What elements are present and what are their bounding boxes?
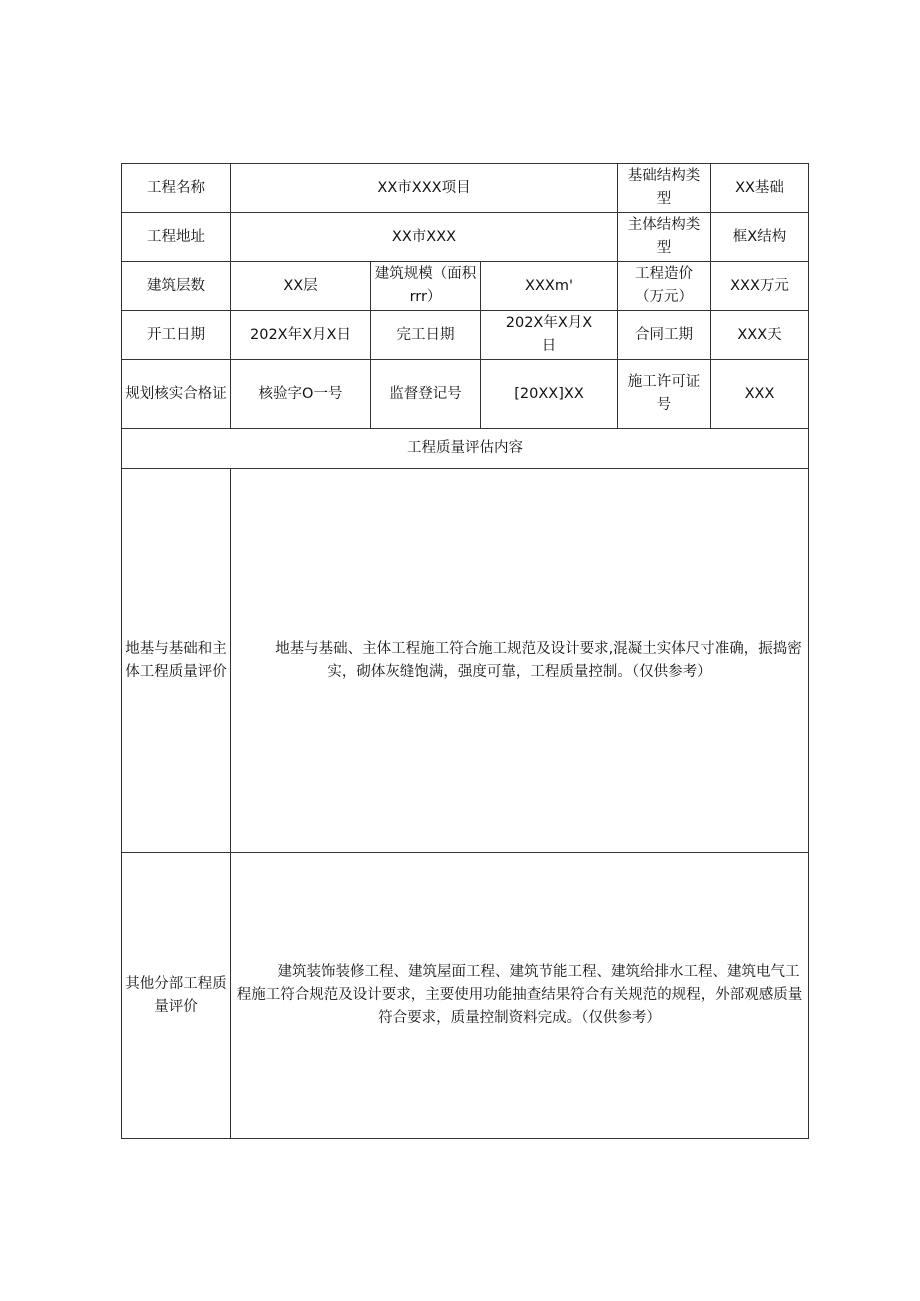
row-other-evaluation [122, 853, 809, 1139]
planning-cert-label: 规划核实合格证 [122, 360, 231, 429]
permit-value: XXX [711, 360, 809, 429]
contract-period-label: 合同工期 [618, 311, 711, 360]
foundation-type-value: XX基础 [711, 164, 809, 213]
project-address-value: XX市XXX [231, 213, 618, 262]
start-date-label: 开工日期 [122, 311, 231, 360]
main-structure-value: 框X结构 [711, 213, 809, 262]
row-foundation-evaluation [122, 469, 809, 853]
project-name-value: XX市XXX项目 [231, 164, 618, 213]
row-floors [122, 262, 809, 311]
foundation-evaluation-label: 地基与基础和主体工程质量评价 [122, 469, 231, 853]
contract-period-value: XXX天 [711, 311, 809, 360]
start-date-value: 202X年X月X日 [231, 311, 371, 360]
floors-value: XX层 [231, 262, 371, 311]
foundation-evaluation-text: 地基与基础、主体工程施工符合施工规范及设计要求,混凝土实体尺寸准确，振捣密实，砌体灰缝饱满，强度可靠，工程质量控制。（仅供参考） [275, 640, 802, 680]
cost-label: 工程造价（万元） [618, 262, 711, 311]
supervision-no-value: [20XX]XX [481, 360, 618, 429]
cost-value: XXX万元 [711, 262, 809, 311]
supervision-no-label: 监督登记号 [371, 360, 481, 429]
other-evaluation-label: 其他分部工程质量评价 [122, 853, 231, 1139]
row-dates [122, 311, 809, 360]
row-section-title [122, 429, 809, 469]
main-structure-label: 主体结构类型 [618, 213, 711, 262]
other-evaluation-cell [231, 853, 809, 1139]
floors-label: 建筑层数 [122, 262, 231, 311]
project-address-label: 工程地址 [122, 213, 231, 262]
quality-evaluation-form [121, 163, 809, 1139]
foundation-evaluation-cell [231, 469, 809, 853]
permit-label: 施工许可证号 [618, 360, 711, 429]
finish-date-label: 完工日期 [371, 311, 481, 360]
planning-cert-value: 核验字O一号 [231, 360, 371, 429]
foundation-type-label: 基础结构类型 [618, 164, 711, 213]
row-certificates [122, 360, 809, 429]
row-project-name [122, 164, 809, 213]
evaluation-section-title: 工程质量评估内容 [122, 429, 809, 469]
scale-value: XXXm' [481, 262, 618, 311]
finish-date-value: 202X年X月X日 [481, 311, 618, 360]
row-project-address [122, 213, 809, 262]
project-name-label: 工程名称 [122, 164, 231, 213]
other-evaluation-text: 建筑装饰装修工程、建筑屋面工程、建筑节能工程、建筑给排水工程、建筑电气工程施工符合规范及设计要求，主要使用功能抽查结果符合有关规范的规程，外部观感质量符合要求，质量控制资料完成。（仅供参考） [236, 964, 803, 1026]
scale-label: 建筑规模（面积rrr） [371, 262, 481, 311]
